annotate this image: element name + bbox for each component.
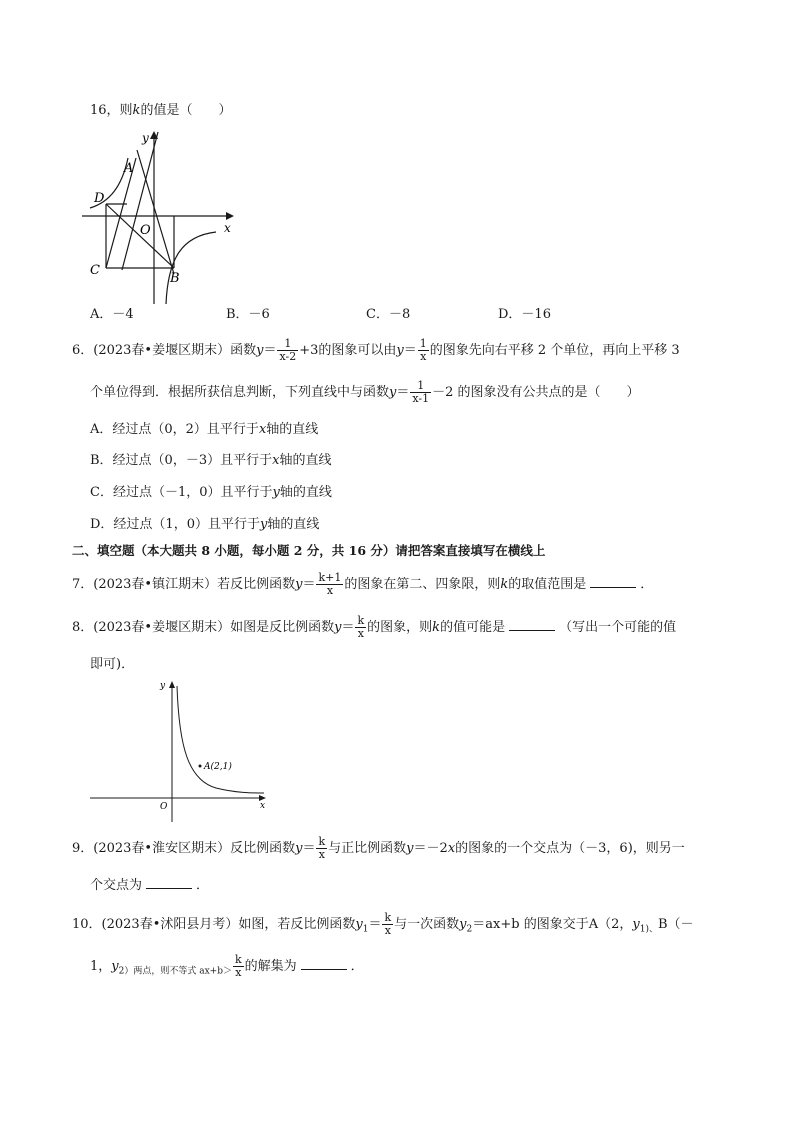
q8-line-1: 8．(2023春•姜堰区期末）如图是反比例函数y＝ $\frac{k}{x}$ 的图象，则k的值可能是 （写出一个可能的值 [72, 614, 677, 640]
q5-point-C: C [90, 263, 100, 278]
q5-x-label: x [224, 221, 231, 235]
q8-line-2: 即可)． [90, 657, 135, 672]
q8-x-label: x [260, 801, 266, 811]
q10-answer-blank[interactable] [301, 957, 347, 970]
q6-fraction-2: $\frac{1}{x}$ [419, 337, 427, 363]
q6-option-b: B．经过点（0，－3）且平行于x轴的直线 [90, 453, 332, 468]
q8-answer-blank[interactable] [509, 618, 555, 631]
q10-fraction-2: $\frac{k}{x}$ [234, 953, 242, 979]
q9-line-2: 个交点为 ． [90, 878, 210, 893]
q9-fraction: $\frac{k}{x}$ [318, 835, 326, 861]
q8-fraction: $\frac{k}{x}$ [357, 614, 365, 640]
q8-point-a [199, 765, 202, 768]
q5-option-b: B．－6 [226, 307, 270, 322]
q5-prompt: 16，则k的值是（ ） [90, 103, 232, 118]
q7-fraction: $\frac{k+1}{x}$ [318, 571, 342, 597]
q9-answer-blank[interactable] [146, 876, 192, 889]
q5-figure [82, 128, 242, 306]
q6-option-c: C．经过点（－1，0）且平行于y轴的直线 [90, 485, 332, 500]
q10-fraction-1: $\frac{k}{x}$ [384, 911, 392, 937]
q5-point-A: A [124, 161, 134, 176]
section-2-heading: 二、填空题（本大题共 8 小题，每小题 2 分，共 16 分）请把答案直接填写在横线上 [72, 543, 546, 558]
q5-point-O: O [140, 223, 151, 238]
q6-fraction-3: $\frac{1}{x-1}$ [412, 379, 430, 405]
q6-fraction-1: $\frac{1}{x-2}$ [279, 337, 297, 363]
q6-option-a: A．经过点（0，2）且平行于x轴的直线 [90, 422, 319, 437]
q10-line-1: 10．(2023春•沭阳县月考）如图，若反比例函数$y_1=$ $\frac{k}{x}$ 与一次函数$y_2=ax+b$ 的图象交于A（2，$y_{1)、}B(-$ [72, 911, 694, 937]
q5-point-D: D [94, 191, 105, 206]
q5-option-a: A．－4 [90, 307, 134, 322]
q8-y-label: y [160, 681, 166, 691]
q5-point-B: B [170, 271, 180, 286]
q10-line-2: 1，$y_{2)两点,则不等式 ax+b>}$ $\frac{k}{x}$ 的解集为 ． [90, 953, 364, 979]
q8-origin-label: O [160, 802, 168, 812]
q5-option-d: D．－16 [498, 307, 551, 322]
q5-y-label: y [142, 131, 149, 145]
q6-option-d: D．经过点（1，0）且平行于y轴的直线 [90, 517, 320, 532]
q5-option-c: C．－8 [366, 307, 411, 322]
q8-figure [86, 676, 272, 824]
q7-answer-blank[interactable] [590, 575, 636, 588]
q7-line: 7．(2023春•镇江期末）若反比例函数y＝ $\frac{k+1}{x}$ 的图象在第二、四象限，则k的取值范围是 ． [72, 571, 654, 597]
q6-line-2: 个单位得到．根据所获信息判断，下列直线中与函数y＝ $\frac{1}{x-1}$ －2 的图象没有公共点的是（ ） [90, 379, 640, 405]
q8-point-a-label: A(2,1) [204, 762, 232, 772]
q9-line-1: 9．(2023春•淮安区期末）反比例函数y＝ $\frac{k}{x}$ 与正比例函数y＝－2x的图象的一个交点为（－3，6)，则另一 [72, 835, 685, 861]
q6-line-1: 6．(2023春•姜堰区期末）函数y＝ $\frac{1}{x-2}$ +3的图象可以由y＝ $\frac{1}{x}$ 的图象先向右平移 2 个单位，再向上平移 3 [72, 337, 680, 363]
